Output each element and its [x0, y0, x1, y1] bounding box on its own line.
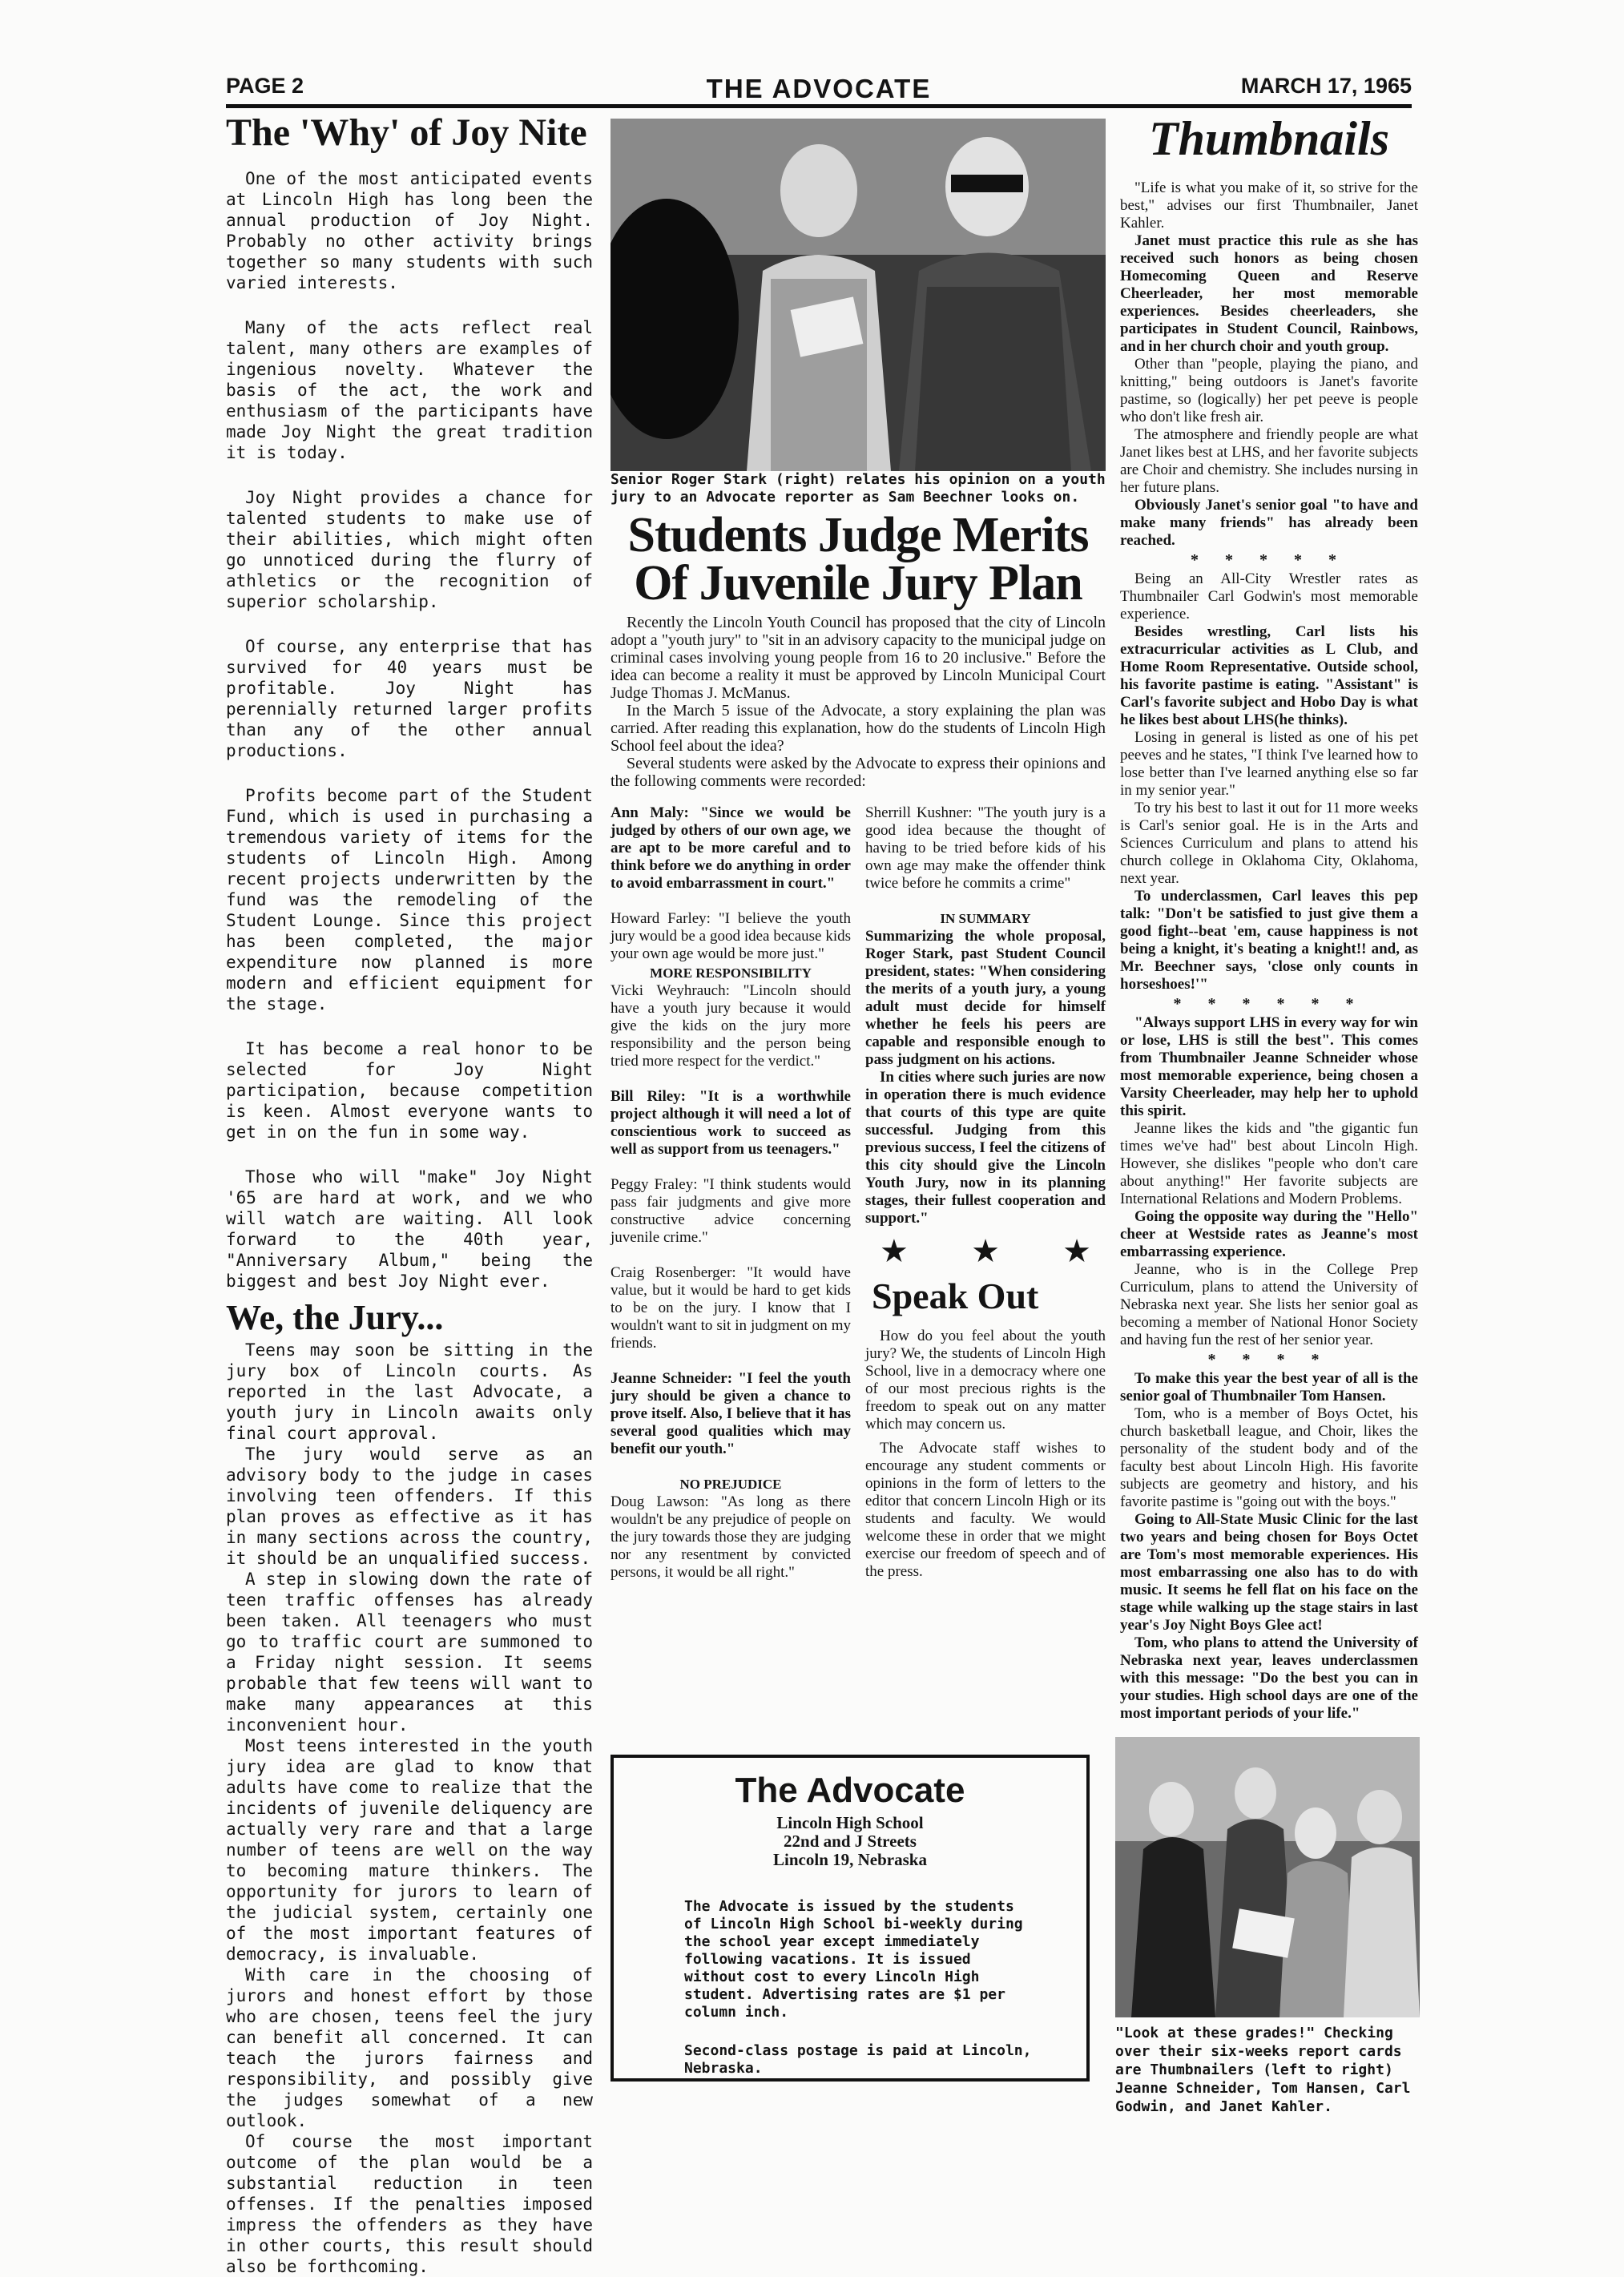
jury-paragraph: With care in the choosing of jurors and honest effort by those who are chosen, teens feel the jury can benefit all concerned. It can teach the jurors fairness and responsibility, and possibly give the judges somewhat of a new outlook. — [226, 1965, 593, 2130]
address-line: Lincoln High School — [776, 1813, 924, 1832]
thumbnails-column — [1120, 112, 1418, 1723]
opinion-peggy-fraley: Peggy Fraley: "I think students would pass fair judgments and give more constructive advice concerning juvenile crime." — [611, 1176, 851, 1246]
address-line: 22nd and J Streets — [784, 1832, 917, 1851]
opinion-howard-farley: Howard Farley: "I believe the youth jury would be a good idea because kids your own age would be more just." — [611, 910, 851, 962]
joy-paragraph: It has become a real honor to be selected for Joy Night participation, because competition is keen. Almost everyone wants to get in on the fun in some way. — [226, 1039, 593, 1142]
jury-paragraph: Most teens interested in the youth jury idea are glad to know that adults have come to realize that the incidents of juvenile deliquency are actually very rare and that a large number of teens are well on the way to becoming mature thinkers. The opportunity for jurors to learn of the judicial system, certainly one of the most important features of democracy, is invaluable. — [226, 1736, 593, 1964]
thumbnail-paragraph: To try his best to last it out for 11 more weeks is Carl's senior goal. He is in the Arts and Sciences Curriculum and plans to attend his church college in Oklahoma City, Oklahoma, next year. — [1120, 800, 1418, 887]
thumbnail-paragraph: "Always support LHS in every way for win or lose, LHS is still the best". This comes from Thumbnailer Jeanne Schneider whose most memorable experience, being chosen a Varsity Cheerleader, may help her to uphold this spirit. — [1120, 1014, 1418, 1119]
joy-nite-headline: The 'Why' of Joy Nite — [226, 111, 587, 154]
thumbnail-paragraph: To make this year the best year of all is the senior goal of Thumbnailer Tom Hansen. — [1120, 1370, 1418, 1404]
thumbnail-paragraph: Tom, who plans to attend the University of Nebraska next year, leaves underclassmen with this message: "Do the best you can in your studies. High school days are one of the most important periods of your life." — [1120, 1634, 1418, 1722]
thumbnail-paragraph: Going to All-State Music Clinic for the last two years and being chosen for Boys Octet are Tom's most memorable experiences. His most embarrassing one also has to do with music. It seems he fell flat on his face on the stage while walking up the stage stairs in last year's Joy Night Boys Glee act! — [1120, 1511, 1418, 1634]
box-issued-text: The Advocate is issued by the students of Lincoln High School bi-weekly during the school year except immediately following vacations. It is issued without cost to every Lincoln High student. Advertising rates are $1 per column inch. — [684, 1898, 1023, 2021]
masthead — [226, 74, 1412, 108]
subhead-more-responsibility: MORE RESPONSIBILITY — [650, 965, 812, 981]
opinion-bill-riley: Bill Riley: "It is a worthwhile project although it will need a lot of conscientious work to succeed as well as support from us teenagers." — [611, 1088, 851, 1158]
lead-paragraph: Several students were asked by the Advocate to express their opinions and the following comments were recorded: — [611, 755, 1106, 790]
joy-paragraph: Joy Night provides a chance for talented students to make use of their abilities, which might often go unnoticed during the flurry of athletics or the recognition of superior scholarship. — [226, 488, 593, 611]
joy-paragraph: Those who will "make" Joy Night '65 are hard at work, and we who will watch are waiting. All look forward to the 40th year, "Anniversary Album," being the biggest and best Joy Night ever. — [226, 1167, 593, 1291]
box-address — [614, 1814, 1086, 1869]
star-divider — [865, 1232, 1106, 1270]
opinions — [611, 804, 1106, 1599]
jury-paragraph: Teens may soon be sitting in the jury box of Lincoln courts. As reported in the last Advocate, a youth jury in Lincoln awaits only final court approval. — [226, 1340, 593, 1443]
thumbnail-paragraph: Besides wrestling, Carl lists his extracurricular activities as L Club, and Home Room Representative. Outside school, his favorite pastime is eating. "Assistant" is Carl's favorite subject and Hobo Day is what he likes best about LHS(he thinks). — [1120, 623, 1418, 728]
thumbnail-paragraph: "Life is what you make of it, so strive for the best," advises our first Thumbnailer, Janet Kahler. — [1120, 179, 1418, 232]
opinion-craig-rosenberger: Craig Rosenberger: "It would have value, but it would be hard to get kids to be on the jury. I know that I wouldn't want to sit in judgment on my friends. — [611, 1264, 851, 1352]
youth-jury-column — [611, 119, 1106, 1599]
photo-illustration — [1115, 1737, 1420, 2017]
section-separator: * * * * * * — [1173, 995, 1365, 1013]
advocate-info-box — [611, 1755, 1090, 2082]
thumbnail-paragraph: Being an All-City Wrestler rates as Thumbnailer Carl Godwin's most memorable experience. — [1120, 570, 1418, 623]
jury-paragraph: Of course the most important outcome of the plan would be a substantial reduction in teen offenses. If the penalties imposed impress the offenders as they have in other courts, this result should also be forthcoming. — [226, 2132, 593, 2276]
issue-date: MARCH 17, 1965 — [1240, 74, 1412, 98]
box-title: The Advocate — [735, 1771, 965, 1810]
section-separator: * * * * — [1207, 1351, 1331, 1368]
opinion-ann-maly: Ann Maly: "Since we would be judged by others of our own age, we are apt to be more careful and to think before we do anything in order to avoid embarrassment in court." — [611, 804, 851, 892]
opinion-sherrill-kushner: Sherrill Kushner: "The youth jury is a good idea because the thought of having to be tried before kids of his own age may make the offender think twice before he commits a crime" — [865, 804, 1106, 892]
opinions-left — [611, 804, 851, 1599]
thumbnails-headline: Thumbnails — [1148, 112, 1390, 165]
subhead-in-summary: IN SUMMARY — [940, 911, 1031, 926]
speak-out-paragraph: The Advocate staff wishes to encourage any student comments or opinions in the form of letters to the editor that concern Lincoln High or its students and faculty. We would welcome these in order that we might exercise our freedom of speech and of the press. — [865, 1440, 1106, 1580]
we-the-jury-headline: We, the Jury... — [226, 1298, 444, 1337]
summary-cities: In cities where such juries are now in operation there is much evidence that courts of this type are quite successful. Judging from this previous success, I feel the citizens of this city should give the Lincoln Youth Jury, now in its planning stages, their fullest cooperation and support." — [865, 1069, 1106, 1227]
opinions-right — [865, 804, 1106, 1599]
thumbnail-paragraph: Jeanne, who is in the College Prep Curriculum, plans to attend the University of Nebraska next year. She lists her senior goal as becoming a member of National Honor Society and having fun the rest of her senior year. — [1120, 1261, 1418, 1348]
thumbnail-paragraph: To underclassmen, Carl leaves this pep talk: "Don't be satisfied to just give them a good fight--beat 'em, cause happiness is not being a knight, it's beating a knight!! and, as Mr. Beechner says, 'close only counts in horseshoes!'" — [1120, 888, 1418, 993]
lead-paragraph: Recently the Lincoln Youth Council has proposed that the city of Lincoln adopt a "youth jury" to "sit in an advisory capacity to the municipal judge on criminal cases involving young people from 16 to 20 inclusive." Before the idea can become a reality it must be approved by Lincoln Municipal Court Judge Thomas J. McManus. — [611, 614, 1106, 702]
newspaper-title: THE ADVOCATE — [706, 74, 932, 103]
joy-paragraph: Of course, any enterprise that has survived for 40 years must be profitable. Joy Night has perennially returned larger profits than any of the other annual productions. — [226, 637, 593, 760]
thumbnail-paragraph: Other than "people, playing the piano, and knitting," being outdoors is Janet's favorite pastime, so (logically) her pet peeve is people who don't like fresh air. — [1120, 356, 1418, 425]
joy-nite-column — [226, 112, 593, 2277]
thumbnailers-photo — [1115, 1737, 1420, 2017]
students-judge-headline: Students Judge Merits Of Juvenile Jury Plan — [627, 508, 1089, 611]
thumbnail-paragraph: Tom, who is a member of Boys Octet, his church basketball league, and Choir, likes the personality of the student body and of the faculty best about Lincoln High. His favorite subjects are geometry and history, and his favorite pastime is "going out with the boys." — [1120, 1405, 1418, 1510]
page-number: PAGE 2 — [226, 74, 304, 98]
thumbnail-paragraph: Jeanne likes the kids and "the gigantic fun times we've had" best about Lincoln High. However, she dislikes "people who don't care about anything!" Her favorite subjects are International Relations and Modern Problems. — [1120, 1120, 1418, 1207]
photo-illustration — [611, 119, 1106, 471]
thumbnail-paragraph: The atmosphere and friendly people are what Janet likes best at LHS, and her favorite subjects are Choir and chemistry. She includes nursing in her future plans. — [1120, 426, 1418, 496]
box-postage-text: Second-class postage is paid at Lincoln, Nebraska. — [684, 2042, 1032, 2077]
address-line: Lincoln 19, Nebraska — [773, 1850, 927, 1869]
roger-stark-photo — [611, 119, 1106, 471]
thumbnail-paragraph: Losing in general is listed as one of his pet peeves and he states, "I think I've learned how to lose better than I've learned anything else so far in my senior year." — [1120, 729, 1418, 799]
thumbnails-body — [1120, 179, 1418, 1723]
summary-roger-stark: Summarizing the whole proposal, Roger Stark, past Student Council president, states: "When considering the merits of a youth jury, a young adult must decide for himself whether he feels his peers are capable and responsible enough to pass judgment on his actions. — [865, 928, 1106, 1068]
speak-out-paragraph: How do you feel about the youth jury? We, the students of Lincoln High School, live in a democracy where one of our most precious rights is the freedom to speak out on any matter which may concern us. — [865, 1328, 1106, 1433]
section-separator: * * * * * — [1191, 551, 1348, 569]
thumbnailers-caption: "Look at these grades!" Checking over their six-weeks report cards are Thumbnailers (left to right) Jeanne Schneider, Tom Hansen, Carl Godwin, and Janet Kahler. — [1115, 2025, 1411, 2115]
lead-paragraph: In the March 5 issue of the Advocate, a story explaining the plan was carried. After reading this explanation, how do the students of Lincoln High School feel about the idea? — [611, 702, 1106, 755]
joy-paragraph: Profits become part of the Student Fund, which is used in purchasing a tremendous variety of items for the students of Lincoln High. Among recent projects underwritten by the fund was the remodeling of the Student Lounge. Since this project has been completed, the major expenditure now planned is more modern and efficient equipment for the stage. — [226, 786, 593, 1014]
star-icon: ★ — [971, 1233, 1000, 1269]
thumbnail-paragraph: Janet must practice this rule as she has received such honors as being chosen Homecoming Queen and Reserve Cheerleader, her most memorable experiences. Besides cheerleaders, she participates in Student Council, Rainbows, and in her church choir and youth group. — [1120, 232, 1418, 355]
opinion-jeanne-schneider: Jeanne Schneider: "I feel the youth jury should be given a chance to prove itself. Also, I believe that it has several good qualities which may benefit our youth." — [611, 1370, 851, 1457]
subhead-no-prejudice: NO PREJUDICE — [679, 1477, 782, 1492]
jury-paragraph: The jury would serve as an advisory body to the judge in cases involving teen offenders. If this plan proves as effective as it has in many sections across the country, it should be an unqualified success. — [226, 1445, 593, 1568]
thumbnail-paragraph: Obviously Janet's senior goal "to have and make many friends" has already been reached. — [1120, 497, 1418, 549]
thumbnail-paragraph: Going the opposite way during the "Hello" cheer at Westside rates as Jeanne's most embarrassing experience. — [1120, 1208, 1418, 1260]
opinion-vicki-weyhrauch: Vicki Weyhrauch: "Lincoln should have a youth jury because it would give the kids on the jury more responsibility and the person being tried more respect for the verdict." — [611, 982, 851, 1070]
star-icon: ★ — [880, 1233, 909, 1269]
speak-out-headline: Speak Out — [872, 1276, 1039, 1316]
star-icon: ★ — [1062, 1233, 1091, 1269]
joy-paragraph: Many of the acts reflect real talent, many others are examples of ingenious novelty. Whatever the basis of the act, the work and enthusiasm of the participants have made Joy Night the great tradition it is today. — [226, 318, 593, 462]
opinion-doug-lawson: Doug Lawson: "As long as there wouldn't be any prejudice of people on the jury towards those they are judging nor any resentment by convicted persons, it would be all right." — [611, 1493, 851, 1581]
jury-paragraph: A step in slowing down the rate of teen traffic offenses has already been taken. All teenagers who must go to traffic court are summoned to a Friday night session. It seems probable that few teens will want to make many appearances at this inconvenient hour. — [226, 1570, 593, 1735]
photo-caption: Senior Roger Stark (right) relates his opinion on a youth jury to an Advocate reporter as Sam Beechner looks on. — [611, 471, 1106, 506]
joy-paragraph: One of the most anticipated events at Lincoln High has long been the annual production of Joy Night. Probably no other activity brings together so many students with such varied interests. — [226, 169, 593, 292]
